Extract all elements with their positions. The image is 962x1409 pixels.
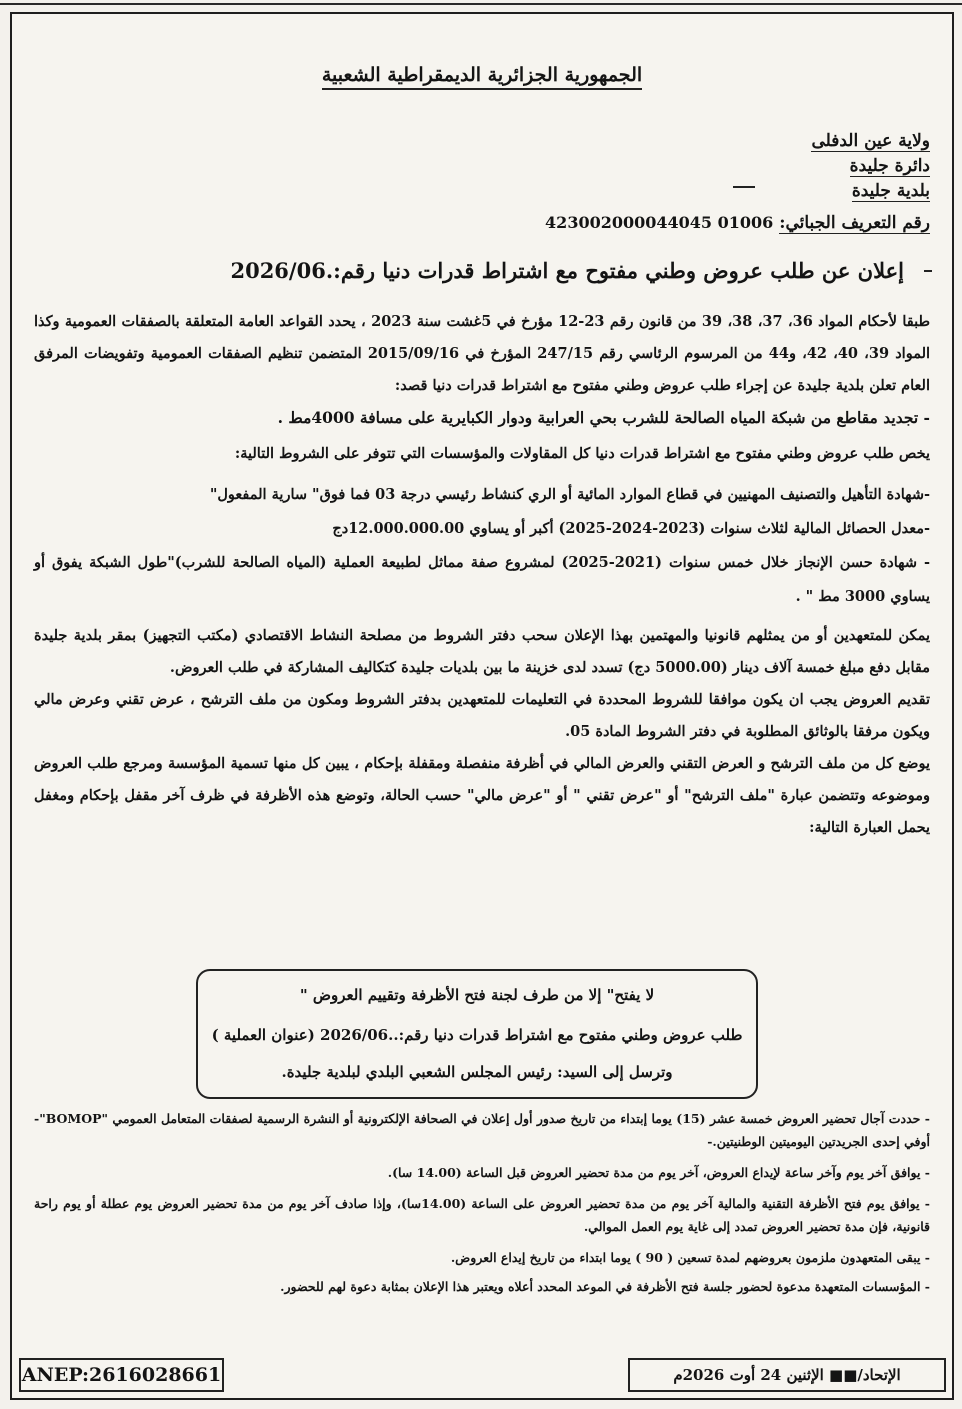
announcement-title: إعلان عن طلب عروض وطني مفتوح مع اشتراط قدرات دنيا رقم:.2026/06 [230,258,904,283]
project-object: - تجديد مقاطع من شبكة المياه الصالحة للشرب بحي العرابية ودوار الكبايرية على مسافة 4000مط . [277,408,930,427]
specs-withdrawal-paragraph: يمكن للمتعهدين أو من يمثلهم قانونيا والمهتمين بهذا الإعلان سحب دفتر الشروط من مصلحة النشاط الاقتصادي (مكتب التجهيز) بمقر بلدية جليدة مقابل دفع مبلغ خمسة آلاف دينار (5000.00 دج) تسدد لدى خزينة ما بين بلديات جليدة كتكاليف المشاركة في طلب العروض. [34,627,930,676]
anep-reference: ANEP:2616028661 [19,1358,224,1392]
note-invitation: - المؤسسات المتعهدة مدعوة لحضور جلسة فتح الأظرفة في الموعد المحدد أعلاه ويعتبر هذا الإعلان بمثابة دعوة لهم للحضور. [280,1279,930,1294]
daira-text: دائرة جليدة [849,156,930,176]
daira-label [850,156,930,176]
envelope-inscription-box [196,969,758,1099]
tax-id [545,213,930,233]
offers-submission-paragraph: تقديم العروض يجب ان يكون موافقا للشروط المحددة في التعليمات للمتعهدين بدفتر الشروط ومكون من ملف الترشح ، عرض تقني وعرض مالي ويكون مرفقا بالوثائق المطلوبة في دفتر الشروط المادة 05. [34,691,930,740]
box-line-tender-ref: طلب عروض وطني مفتوح مع اشتراط قدرات دنيا رقم:..2026/06 (عنوان العملية ) [211,1026,743,1044]
wilaya-label [811,131,930,151]
tax-id-value: 423002000044045 01006 [545,213,774,232]
envelopes-paragraph: يوضع كل من ملف الترشح و العرض التقني والعرض المالي في أظرفة منفصلة ومقفلة بإحكام ، يبين كل منها تسمية المؤسسة ومرجع طلب العروض وموضوعه وتتضمن عبارة "ملف الترشح" أو "عرض تقني " أو "عرض مالي" حسب الحالة، وتوضع هذه الأظرفة في ظرف آخر مقفل بإحكام ومغفل يحمل العبارة التالية: [34,755,930,836]
note-last-day: - يوافق آخر يوم وآخر ساعة لإيداع العروض، آخر يوم من مدة تحضير العروض قبل الساعة (14.00 سا). [387,1165,930,1180]
top-rule [0,3,962,5]
title-dash [924,270,932,272]
tax-id-label: رقم التعريف الجبائي: [779,213,930,233]
dash-mark [733,186,755,188]
publication-line: الإتحاد/■■ الإثنين 24 أوت 2026م [628,1358,946,1392]
baladia-label [852,181,930,201]
condition-financial: -معدل الحصائل المالية لثلاث سنوات (2023-2024-2025) أكبر أو يساوي 12.000.000.00دج [332,520,930,537]
notes-block [34,1107,930,1298]
box-line-do-not-open: لا يفتح" إلا من طرف لجنة فتح الأظرفة وتقييم العروض " [299,986,655,1004]
box-line-addressee: وترسل إلى السيد: رئيس المجلس الشعبي البلدي لبلدية جليدة. [281,1063,673,1081]
note-deadline: - حددت آجال تحضير العروض خمسة عشر (15) يوما إبتداء من تاريخ صدور أول إعلان في الصحافة الإلكترونية أو النشرة الرسمية لصفقات المتعامل العمومي "BOMOP"-أوفي إحدى الجريدتين اليوميتين الوطنيتين.- [34,1111,930,1149]
note-opening: - يوافق يوم فتح الأظرفة التقنية والمالية آخر يوم من مدة تحضير العروض على الساعة (14.00سا)، وإذا صادف آخر يوم من مدة تحضير العروض يوم عطلة أو يوم راحة قانونية، فإن مدة تحضير العروض تمدد إلى غاية يوم العمل الموالي. [34,1196,930,1234]
eligibility-intro: يخص طلب عروض وطني مفتوح مع اشتراط قدرات دنيا كل المقاولات والمؤسسات التي تتوفر على الشروط التالية: [234,445,930,462]
republic-title: الجمهورية الجزائرية الديمقراطية الشعبية [322,64,642,90]
republic-heading [34,64,930,86]
announcement-page [10,12,954,1400]
legal-basis-paragraph: طبقا لأحكام المواد 36، 37، 38، 39 من قانون رقم 23-12 مؤرخ في 5غشت سنة 2023 ، يحدد القواعد العامة المتعلقة بالصفقات العمومية وكذا المواد 39، 40، 42، و44 من المرسوم الرئاسي رقم 247/15 المؤرخ في 2015/09/16 المتضمن تنظيم الصفقات العمومية وتفويضات المرفق العام تعلن بلدية جليدة عن إجراء طلب عروض وطني مفتوح مع اشتراط قدرات دنيا قصد: [34,313,931,394]
condition-qualification: -شهادة التأهيل والتصنيف المهنيين في قطاع الموارد المائية أو الري كنشاط رئيسي درجة 03 فما فوق" سارية المفعول" [209,486,930,503]
baladia-text: بلدية جليدة [851,181,930,201]
wilaya-text: ولاية عين الدفلى [811,131,930,151]
condition-good-execution: - شهادة حسن الإنجاز خلال خمس سنوات (2021-2025) لمشروع صفة مماثل لطبيعة العملية (المياه الصالحة للشرب)"طول الشبكة يفوق أو يساوي 3000 مط " . [34,554,930,605]
note-validity: - يبقى المتعهدون ملزمون بعروضهم لمدة تسعين ( 90 ) يوما ابتداء من تاريخ إيداع العروض. [450,1250,930,1265]
announcement-body [34,306,930,844]
